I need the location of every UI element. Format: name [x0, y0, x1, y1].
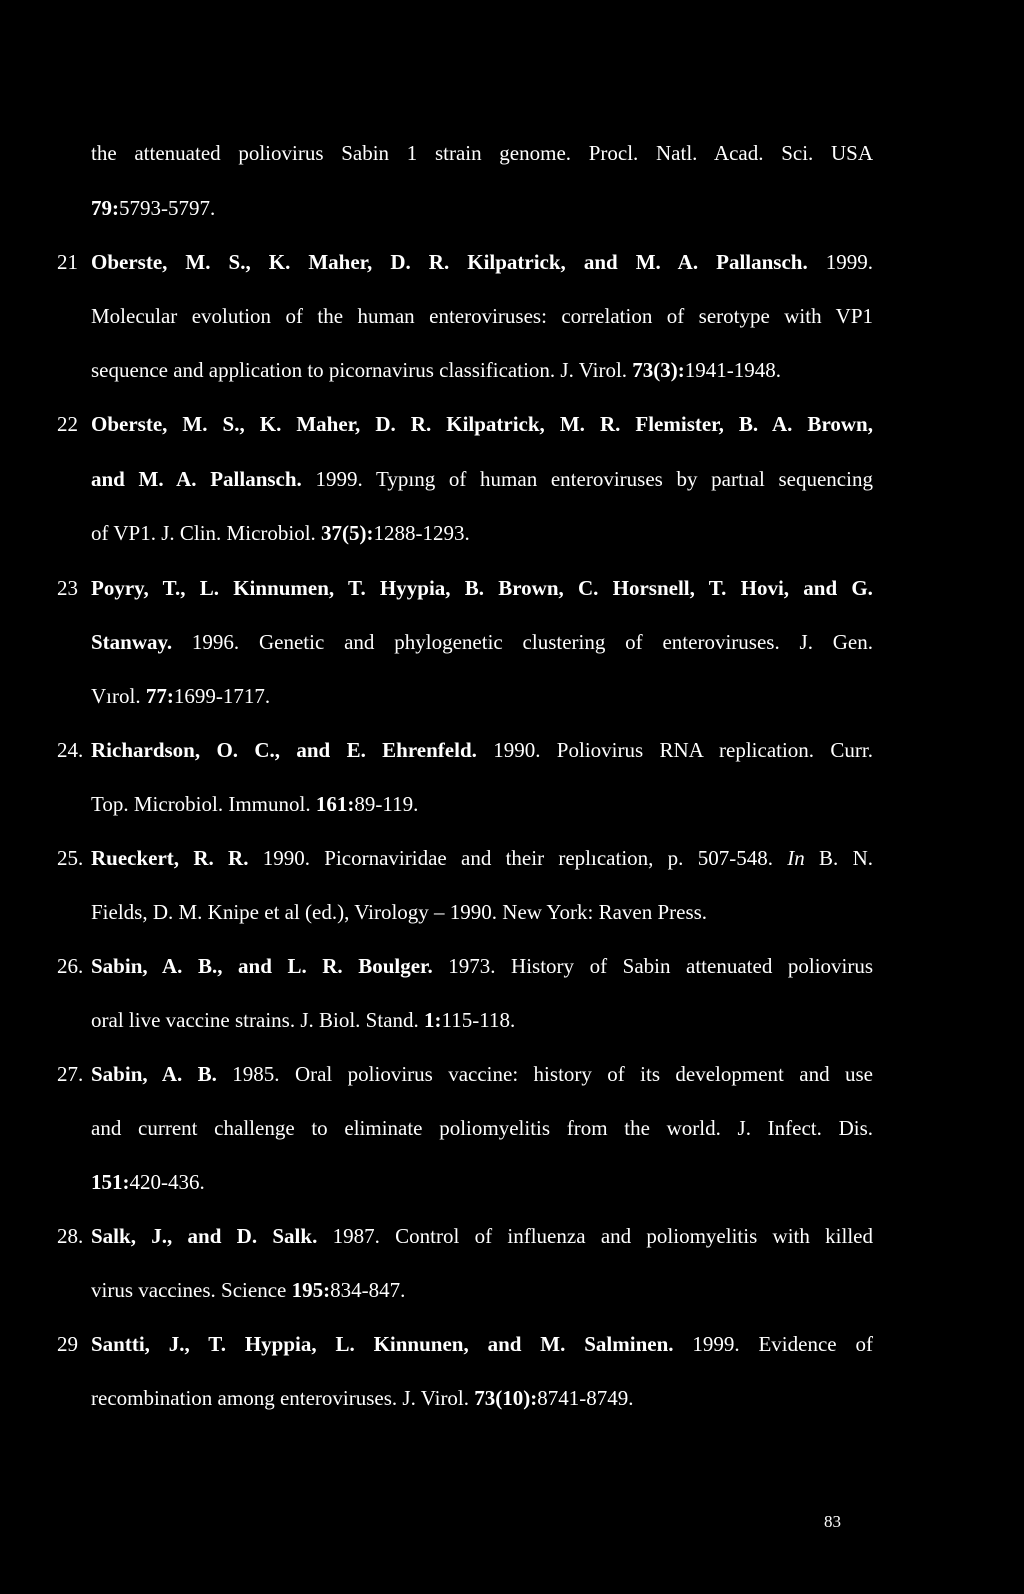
- author-or-volume-text: Sabin, A. B.: [91, 1062, 217, 1086]
- author-or-volume-text: 79:: [91, 196, 119, 220]
- citation-text: 1973. History of Sabin attenuated poliovirus: [432, 954, 874, 978]
- reference-line: [91, 252, 873, 273]
- citation-text: 5793-5797.: [119, 196, 216, 220]
- reference-number: 28.: [57, 1224, 84, 1248]
- author-or-volume-text: Oberste, M. S., K. Maher, D. R. Kilpatrick, and M. A. Pallansch.: [91, 250, 808, 274]
- author-or-volume-text: Oberste, M. S., K. Maher, D. R. Kilpatrick, M. R. Flemister, B. A. Brown,: [91, 412, 873, 436]
- reference-line: [91, 1172, 205, 1193]
- reference-number: 26.: [57, 954, 84, 978]
- citation-text: 1288-1293.: [373, 521, 470, 545]
- author-or-volume-text: 151:: [91, 1170, 130, 1194]
- reference-line: [91, 306, 873, 327]
- reference-line: [91, 198, 215, 219]
- italic-text: In: [787, 846, 805, 870]
- citation-text: 1990. Picornaviridae and their replıcation, p. 507-548.: [248, 846, 788, 870]
- citation-text: Top. Microbiol. Immunol.: [91, 792, 316, 816]
- citation-text: 1999. Typıng of human enteroviruses by partıal sequencing: [301, 467, 873, 491]
- citation-text: 89-119.: [354, 792, 419, 816]
- reference-line: [91, 469, 873, 490]
- citation-text: 1987. Control of influenza and poliomyelitis with killed: [317, 1224, 873, 1248]
- citation-text: 1990. Poliovirus RNA replication. Curr.: [476, 738, 873, 762]
- author-or-volume-text: Salk, J., and D. Salk.: [91, 1224, 318, 1248]
- citation-text: 115-118.: [441, 1008, 516, 1032]
- reference-line: [91, 360, 781, 381]
- citation-text: 834-847.: [330, 1278, 406, 1302]
- reference-number: 29: [57, 1332, 78, 1356]
- author-or-volume-text: 161:: [315, 792, 355, 816]
- reference-line: [91, 1118, 873, 1139]
- reference-line: [91, 1226, 873, 1247]
- reference-number: 27.: [57, 1062, 84, 1086]
- author-or-volume-text: 1:: [424, 1008, 442, 1032]
- reference-line: [91, 1010, 515, 1031]
- citation-text: 1996. Genetic and phylogenetic clustering of enteroviruses. J. Gen.: [172, 630, 873, 654]
- author-or-volume-text: and M. A. Pallansch.: [91, 467, 302, 491]
- reference-number: 23: [57, 576, 78, 600]
- citation-text: 8741-8749.: [537, 1386, 634, 1410]
- reference-number: 21: [57, 250, 78, 274]
- reference-line: [91, 794, 418, 815]
- author-or-volume-text: 37(5):: [321, 521, 374, 545]
- reference-line: [91, 1064, 873, 1085]
- citation-text: Vırol.: [91, 684, 146, 708]
- citation-text: and current challenge to eliminate poliomyelitis from the world. J. Infect. Dis.: [91, 1116, 874, 1140]
- author-or-volume-text: Santti, J., T. Hyppia, L. Kinnunen, and M. Salminen.: [91, 1332, 674, 1356]
- author-or-volume-text: Sabin, A. B., and L. R. Boulger.: [91, 954, 433, 978]
- reference-line: [91, 740, 873, 761]
- citation-text: 1941-1948.: [684, 358, 782, 382]
- reference-number: 24.: [57, 738, 84, 762]
- reference-line: [91, 956, 873, 977]
- reference-line: [91, 848, 873, 869]
- reference-line: [91, 686, 270, 707]
- reference-line: [91, 143, 873, 164]
- citation-text: 1999. Evidence of: [673, 1332, 873, 1356]
- reference-line: [91, 578, 873, 599]
- author-or-volume-text: 77:: [145, 684, 174, 708]
- citation-text: 1699-1717.: [173, 684, 271, 708]
- author-or-volume-text: Richardson, O. C., and E. Ehrenfeld.: [91, 738, 477, 762]
- citation-text: 1999.: [807, 250, 873, 274]
- citation-text: 420-436.: [129, 1170, 205, 1194]
- reference-line: [91, 1388, 634, 1409]
- author-or-volume-text: Poyry, T., L. Kinnumen, T. Hyypia, B. Brown, C. Horsnell, T. Hovi, and G.: [91, 576, 873, 600]
- citation-text: of VP1. J. Clin. Microbiol.: [91, 521, 322, 545]
- author-or-volume-text: 73(10):: [474, 1386, 538, 1410]
- author-or-volume-text: Stanway.: [91, 630, 173, 654]
- citation-text: recombination among enteroviruses. J. Virol.: [91, 1386, 475, 1410]
- author-or-volume-text: 73(3):: [632, 358, 685, 382]
- author-or-volume-text: 195:: [291, 1278, 331, 1302]
- reference-number: 22: [57, 412, 78, 436]
- citation-text: Molecular evolution of the human enteroviruses: correlation of serotype with VP1: [91, 304, 874, 328]
- reference-line: [91, 1334, 873, 1355]
- reference-line: [91, 414, 873, 435]
- citation-text: oral live vaccine strains. J. Biol. Stand.: [91, 1008, 425, 1032]
- reference-number: 25.: [57, 846, 84, 870]
- reference-line: [91, 632, 873, 653]
- page-number: 83: [824, 1512, 841, 1531]
- author-or-volume-text: Rueckert, R. R.: [91, 846, 249, 870]
- citation-text: Fields, D. M. Knipe et al (ed.), Virology – 1990. New York: Raven Press.: [91, 900, 708, 924]
- citation-text: sequence and application to picornavirus classification. J. Virol.: [91, 358, 633, 382]
- reference-line: [91, 1280, 405, 1301]
- reference-line: [91, 902, 707, 923]
- citation-text: B. N.: [804, 846, 873, 870]
- citation-text: the attenuated poliovirus Sabin 1 strain genome. Procl. Natl. Acad. Sci. USA: [91, 141, 874, 165]
- reference-line: [91, 523, 470, 544]
- citation-text: virus vaccines. Science: [91, 1278, 292, 1302]
- citation-text: 1985. Oral poliovirus vaccine: history of its development and use: [216, 1062, 873, 1086]
